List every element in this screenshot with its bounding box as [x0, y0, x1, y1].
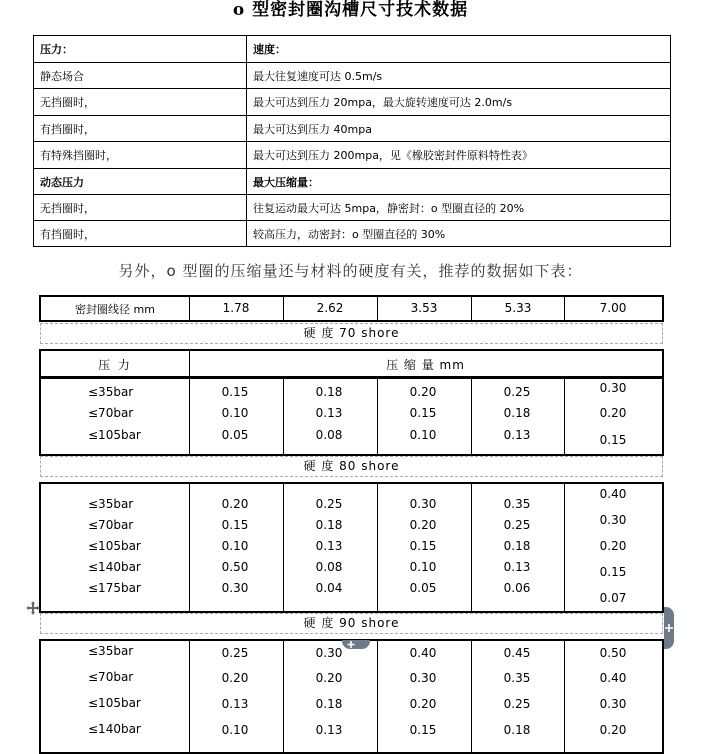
pressure-limit: ≤140bar — [88, 560, 141, 574]
compression-value: 0.30 — [599, 697, 627, 711]
value-cell: 最大往复速度可达 0.5m/s — [253, 69, 383, 83]
compression-value: 0.40 — [409, 646, 437, 660]
condition-cell: 有特殊挡圈时， — [34, 142, 247, 168]
compression-value: 0.35 — [503, 671, 531, 685]
pressure-limit: ≤70bar — [88, 670, 134, 684]
compression-value: 0.15 — [599, 433, 627, 447]
diameter-value: 7.00 — [599, 301, 627, 315]
compression-value: 0.15 — [221, 518, 249, 532]
pressure-limit: ≤175bar — [88, 581, 141, 595]
pressure-limit: ≤105bar — [88, 539, 141, 553]
compression-value: 0.20 — [221, 497, 249, 511]
shore-90-label: 硬 度 90 shore — [40, 613, 663, 634]
compression-label: 压 缩 量 mm — [386, 358, 465, 372]
value-cell: 最大可达到压力 200mpa，见《橡胶密封件原料特性表》 — [253, 149, 533, 162]
compression-value: 0.13 — [315, 723, 343, 737]
shore-80-label: 硬 度 80 shore — [40, 456, 663, 477]
condition-cell: 无挡圈时， — [34, 89, 247, 115]
tech-data-row — [34, 168, 670, 194]
compression-value: 0.20 — [599, 723, 627, 737]
compression-value: 0.20 — [409, 385, 437, 399]
compression-value: 0.30 — [315, 646, 343, 660]
tech-data-row — [34, 115, 670, 141]
compression-value: 0.13 — [503, 560, 531, 574]
pressure-limit: ≤140bar — [88, 722, 141, 736]
insert-row-plus-icon[interactable] — [342, 640, 370, 649]
tech-data-table — [33, 35, 671, 247]
compression-value: 0.18 — [315, 385, 343, 399]
condition-cell: 动态压力 — [34, 169, 247, 194]
compression-value: 0.40 — [599, 671, 627, 685]
compression-value: 0.05 — [221, 428, 249, 442]
compression-value: 0.18 — [503, 406, 531, 420]
compression-value: 0.06 — [503, 581, 531, 595]
compression-value: 0.30 — [599, 381, 627, 395]
pressure-limit: ≤70bar — [88, 518, 134, 532]
compression-value: 0.30 — [221, 581, 249, 595]
compression-value: 0.20 — [221, 671, 249, 685]
compression-value: 0.45 — [503, 646, 531, 660]
compression-value: 0.18 — [315, 518, 343, 532]
compression-value: 0.10 — [409, 560, 437, 574]
value-cell: 最大可达到压力 20mpa，最大旋转速度可达 2.0m/s — [253, 96, 513, 109]
table-move-handle-icon[interactable] — [26, 600, 40, 614]
compression-value: 0.10 — [221, 539, 249, 553]
pressure-limit: ≤35bar — [88, 385, 134, 399]
diameter-header-row — [39, 295, 664, 322]
compression-value: 0.20 — [315, 671, 343, 685]
compression-value: 0.20 — [599, 539, 627, 553]
compression-value: 0.25 — [221, 646, 249, 660]
compression-value: 0.50 — [221, 560, 249, 574]
pressure-limit: ≤35bar — [88, 644, 134, 658]
compression-value: 0.25 — [503, 385, 531, 399]
compression-value: 0.15 — [221, 385, 249, 399]
condition-cell: 有挡圈时， — [34, 116, 247, 141]
compression-value: 0.07 — [599, 591, 627, 605]
compression-value: 0.20 — [409, 697, 437, 711]
diameter-label: 密封圈线径 mm — [75, 303, 155, 316]
compression-value: 0.13 — [503, 428, 531, 442]
compression-value: 0.30 — [409, 671, 437, 685]
pressure-label: 压 力 — [98, 358, 132, 372]
compression-value: 0.18 — [315, 697, 343, 711]
compression-value: 0.08 — [315, 428, 343, 442]
compression-value: 0.05 — [409, 581, 437, 595]
compression-value: 0.35 — [503, 497, 531, 511]
compression-value: 0.18 — [503, 539, 531, 553]
compression-value: 0.25 — [503, 697, 531, 711]
diameter-value: 2.62 — [316, 301, 344, 315]
tech-data-row — [34, 36, 670, 62]
compression-value: 0.15 — [409, 406, 437, 420]
tech-data-row — [34, 194, 670, 220]
compression-value: 0.10 — [221, 406, 249, 420]
diameter-value: 3.53 — [410, 301, 438, 315]
pressure-limit: ≤105bar — [88, 696, 141, 710]
shore-70-label: 硬 度 70 shore — [40, 323, 663, 344]
compression-value: 0.25 — [503, 518, 531, 532]
pressure-limit: ≤70bar — [88, 406, 134, 420]
pressure-limit: ≤35bar — [88, 497, 134, 511]
value-cell: 速度： — [253, 43, 286, 56]
compression-value: 0.10 — [221, 723, 249, 737]
compression-value: 0.13 — [315, 406, 343, 420]
compression-value: 0.30 — [409, 497, 437, 511]
document-title: o 型密封圈沟槽尺寸技术数据 — [232, 0, 469, 20]
diameter-value: 5.33 — [504, 301, 532, 315]
value-cell: 往复运动最大可达 5mpa，静密封：o 型圈直径的 20% — [253, 201, 525, 215]
condition-cell: 静态场合 — [34, 63, 247, 88]
insert-column-plus-icon[interactable] — [664, 607, 674, 649]
compression-value: 0.15 — [409, 723, 437, 737]
condition-cell: 压力： — [34, 36, 247, 62]
tech-data-row — [34, 220, 670, 246]
tech-data-row — [34, 141, 670, 168]
compression-value: 0.20 — [409, 518, 437, 532]
tech-data-row — [34, 62, 670, 88]
compression-value: 0.30 — [599, 513, 627, 527]
compression-value: 0.10 — [409, 428, 437, 442]
compression-value: 0.40 — [599, 487, 627, 501]
value-cell: 最大压缩量： — [253, 175, 319, 189]
compression-value: 0.15 — [409, 539, 437, 553]
compression-value: 0.08 — [315, 560, 343, 574]
compression-value: 0.50 — [599, 646, 627, 660]
hardness-note: 另外，o 型圈的压缩量还与材料的硬度有关，推荐的数据如下表： — [118, 262, 583, 280]
compression-value: 0.13 — [221, 697, 249, 711]
compression-value: 0.25 — [315, 497, 343, 511]
diameter-value: 1.78 — [222, 301, 250, 315]
pressure-compression-header — [39, 349, 664, 378]
compression-value: 0.18 — [503, 723, 531, 737]
value-cell: 最大可达到压力 40mpa — [253, 122, 372, 136]
compression-value: 0.04 — [315, 581, 343, 595]
value-cell: 较高压力，动密封：o 型圈直径的 30% — [253, 227, 446, 241]
tech-data-row — [34, 88, 670, 115]
condition-cell: 无挡圈时， — [34, 195, 247, 220]
pressure-limit: ≤105bar — [88, 428, 141, 442]
compression-value: 0.13 — [315, 539, 343, 553]
compression-value: 0.15 — [599, 565, 627, 579]
compression-value: 0.20 — [599, 406, 627, 420]
condition-cell: 有挡圈时， — [34, 221, 247, 246]
